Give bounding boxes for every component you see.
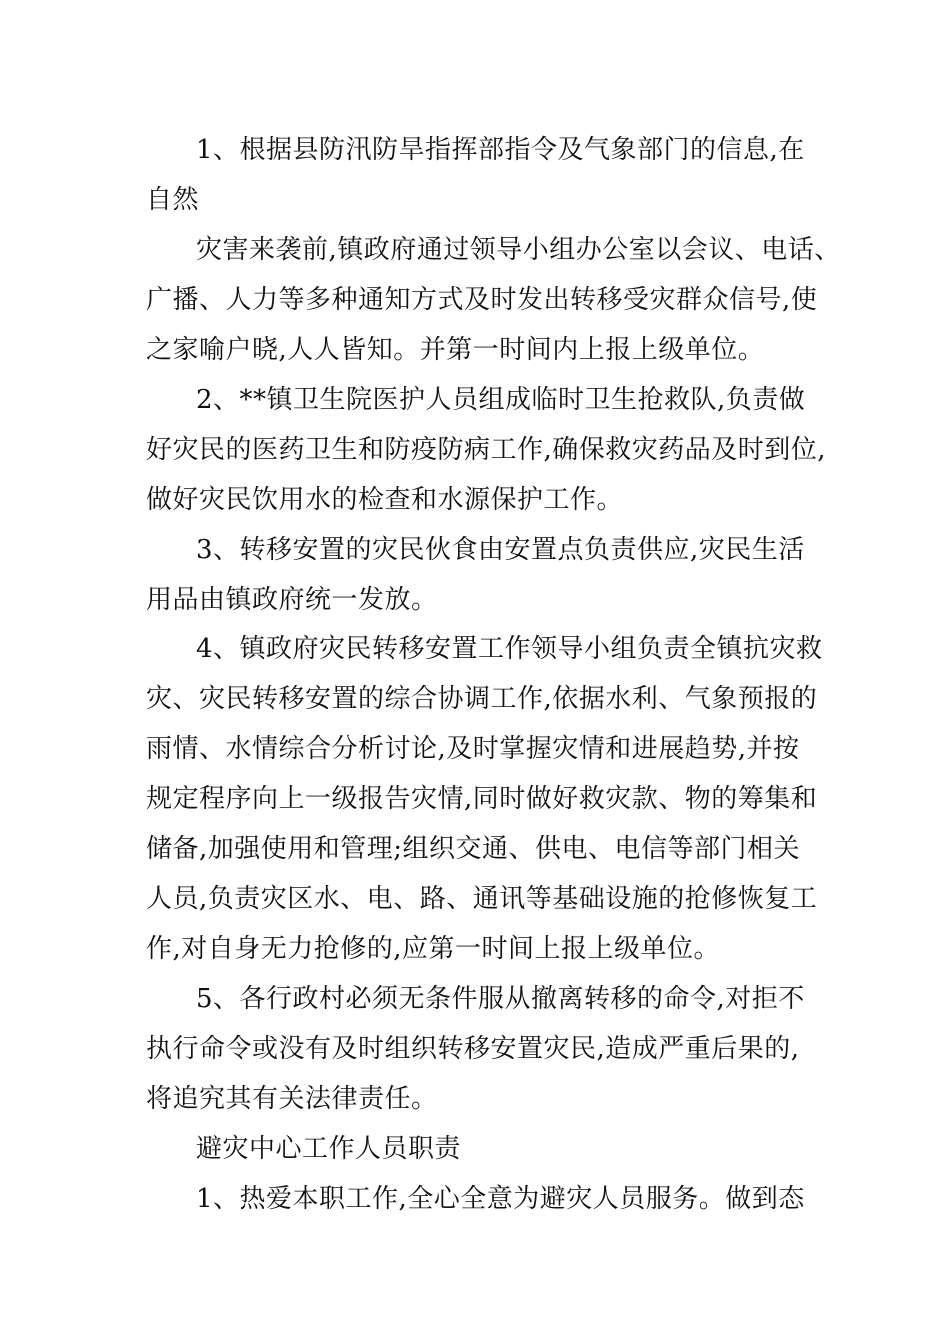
text-line: 1、根据县防汛防旱指挥部指令及气象部门的信息,在 [196,135,805,165]
text-line: 用品由镇政府统一发放。 [146,585,438,615]
text-line: 雨情、水情综合分析讨论,及时掌握灾情和进展趋势,并按 [146,734,800,764]
text-line: 之家喻户晓,人人皆知。并第一时间内上报上级单位。 [146,335,765,365]
text-line: 将追究其有关法律责任。 [146,1084,438,1114]
text-line: 作,对自身无力抢修的,应第一时间上报上级单位。 [146,934,721,964]
text-line: 4、镇政府灾民转移安置工作领导小组负责全镇抗灾救 [196,634,823,664]
text-line: 自然 [146,185,200,215]
text-line: 5、各行政村必须无条件服从撤离转移的命令,对拒不 [196,984,805,1014]
text-line: 2、**镇卫生院医护人员组成临时卫生抢救队,负责做 [196,385,806,415]
text-line: 规定程序向上一级报告灾情,同时做好救灾款、物的筹集和 [146,784,818,814]
text-line: 好灾民的医药卫生和防疫防病工作,确保救灾药品及时到位, [146,435,827,465]
text-line: 储备,加强使用和管理;组织交通、供电、电信等部门相关 [146,834,801,864]
text-line: 人员,负责灾区水、电、路、通讯等基础设施的抢修恢复工 [146,884,818,914]
text-line: 3、转移安置的灾民伙食由安置点负责供应,灾民生活 [196,535,805,565]
text-line: 广播、人力等多种通知方式及时发出转移受灾群众信号,使 [146,285,818,315]
text-line: 做好灾民饮用水的检查和水源保护工作。 [146,485,624,515]
text-line: 执行命令或没有及时组织转移安置灾民,造成严重后果的, [146,1034,800,1064]
text-line: 灾害来袭前,镇政府通过领导小组办公室以会议、电话、 [196,235,841,265]
text-line: 灾、灾民转移安置的综合协调工作,依据水利、气象预报的 [146,684,818,714]
section-heading: 避灾中心工作人员职责 [196,1134,462,1164]
text-line: 1、热爱本职工作,全心全意为避灾人员服务。做到态 [196,1184,805,1214]
